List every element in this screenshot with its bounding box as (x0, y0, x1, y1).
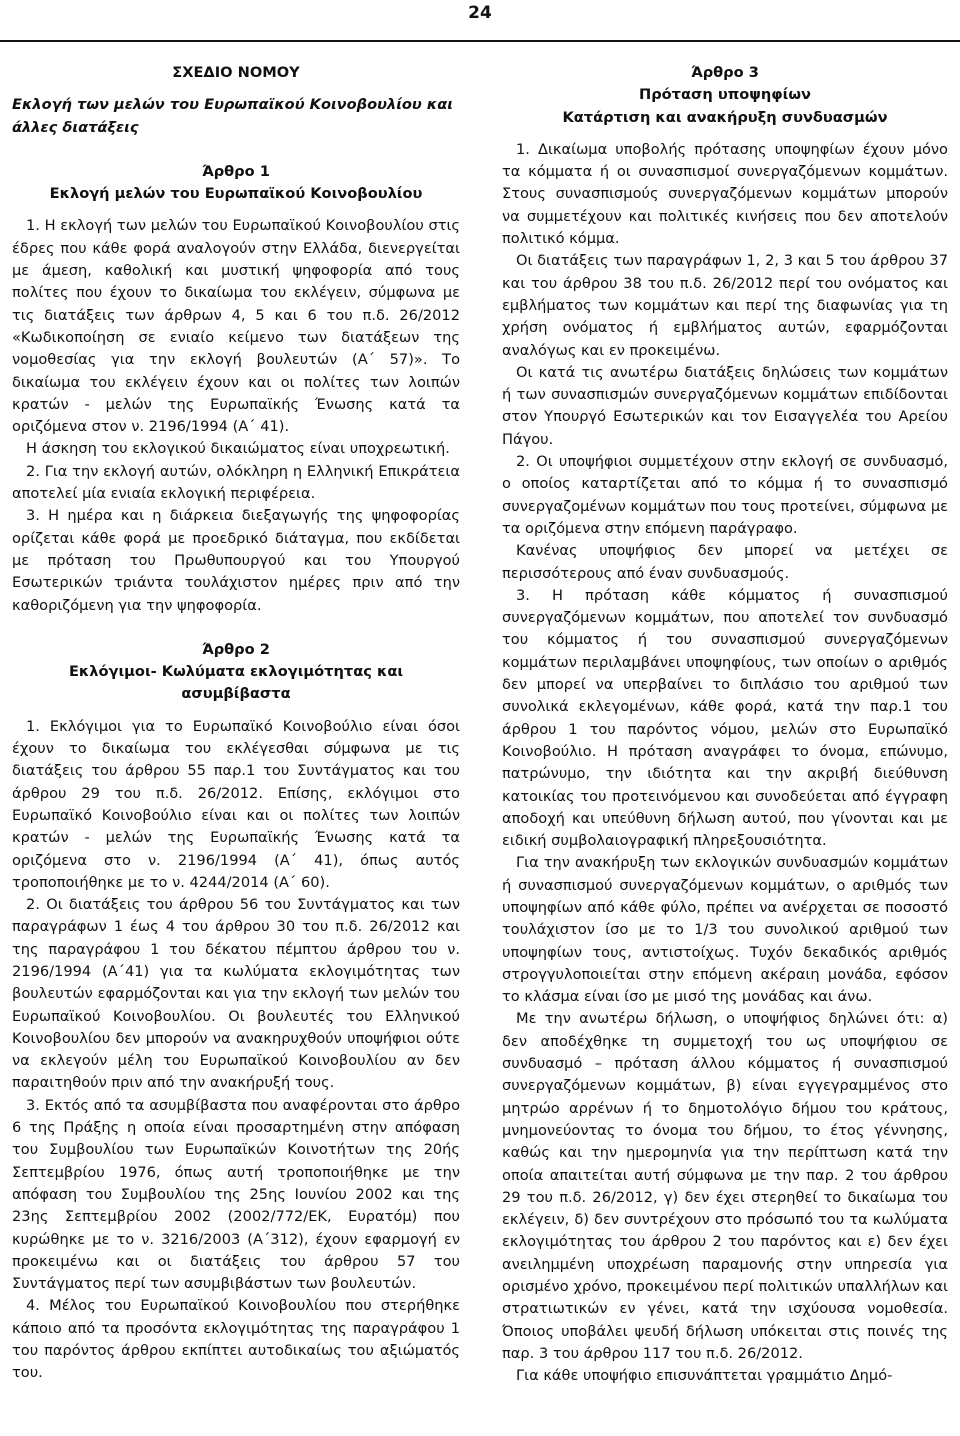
article-3-title: Πρόταση υποψηφίων (639, 86, 811, 104)
right-column (502, 52, 948, 1388)
article-2-heading: Άρθρο 2 (202, 640, 270, 658)
header-rule (0, 40, 960, 42)
article-3-paragraph: 3. Η πρόταση κάθε κόμματος ή συνασπισμού συνεργαζόμενων κομμάτων, που αποτελεί τον συνδυασμό του κόμματος ή του συνασπισμού συνεργαζόμενων κομμάτων περιλαμβάνει υποψηφίους, των οποίων ο αριθμός δεν μπορεί να υπερβαίνει το διπλάσιο του αριθμού των συνολικά εκλεγομένων, κάθε φορά, κατά την παρ.1 του άρθρου 1 του παρόντος νόμου, μελών στο Ευρωπαϊκό Κοινοβούλιο. Η πρόταση αναγράφει το όνομα, επώνυμο, πατρώνυμο, την ιδιότητα και την ακριβή διεύθυνση κατοικίας του προτεινόμενου και συνοδεύεται από έγγραφη αποδοχή και υπεύθυνη δήλωση αυτού, που γίνονται και με ειδική συμβολαιογραφική πληρεξουσιότητα. (502, 586, 948, 850)
article-3-paragraph: Με την ανωτέρω δήλωση, ο υποψήφιος δηλώνει ότι: α) δεν αποδέχθηκε τη συμμετοχή του ως υποψήφιου σε συνδυασμό – πρόταση άλλου κόμματος ή συνασπισμού συνεργαζόμενων κομμάτων, β) είναι εγγεγραμμένος στο μητρώο αρρένων ή το δημοτολόγιο δήμου του κράτους, μνημονεύοντας το όνομα του δήμου, το έτος γέννησης, καθώς και την ημερομηνία για την περίπτωση κατά την οποία απαιτείται αυτή σύμφωνα με την παρ. 2 του άρθρου 29 του π.δ. 26/2012, γ) δεν έχει στερηθεί το δικαίωμα του εκλέγειν, δ) δεν συντρέχουν στο πρόσωπό του τα κωλύματα εκλογιμότητας του άρθρου 2 του παρόντος και ε) δεν έχει ανειλημμένη υποχρέωση παραμονής στην υπηρεσία για ορισμένο χρόνο, προκειμένου περί πολιτικών υπαλλήλων και στρατιωτικών εν γένει, κατά την ισχύουσα νομοθεσία. Όποιος υποβάλει ψευδή δήλωση υπόκειται στις ποινές της παρ. 3 του άρθρου 117 του π.δ. 26/2012. (502, 1010, 948, 1362)
article-3-heading: Άρθρο 3 (691, 64, 759, 81)
article-3-paragraph: Για κάθε υποψήφιο επισυνάπτεται γραμμάτιο Δημό- (516, 1367, 893, 1385)
article-1-paragraph: Η άσκηση του εκλογικού δικαιώματος είναι υποχρεωτική. (26, 440, 450, 458)
article-3-subtitle: Κατάρτιση και ανακήρυξη συνδυασμών (562, 108, 888, 126)
article-1-heading: Άρθρο 1 (202, 162, 270, 180)
article-3-paragraph: Οι διατάξεις των παραγράφων 1, 2, 3 και 5 του άρθρου 37 και του άρθρου 38 του π.δ. 26/2012 περί του ονόματος και εμβλήματος των κομμάτων και περί της διαφωνίας για τη χρήση ονόματος ή εμβλήματος αυτών, εφαρμόζονται αναλόγως και εν προκειμένω. (502, 252, 948, 359)
article-1-title: Εκλογή μελών του Ευρωπαϊκού Κοινοβουλίου (49, 185, 423, 203)
article-1-paragraph: 1. Η εκλογή των μελών του Ευρωπαϊκού Κοινοβουλίου στις έδρες που κάθε φορά αναλογούν στην Ελλάδα, διενεργείται με άμεση, καθολική και μυστική ψηφοφορία από τους πολίτες που έχουν το δικαίωμα του εκλέγειν, σύμφωνα με τις διατάξεις των άρθρων 4, 5 και 6 του π.δ. 26/2012 «Κωδικοποίηση σε ενιαίο κείμενο των διατάξεων της νομοθεσίας για την εκλογή βουλευτών (Α΄ 57)». Το δικαίωμα του εκλέγειν έχουν και οι πολίτες των λοιπών κρατών - μελών της Ευρωπαϊκής Ένωσης κατά τα οριζόμενα στον ν. 2196/1994 (Α΄ 41). (12, 217, 460, 436)
article-3-paragraph: 2. Οι υποψήφιοι συμμετέχουν στην εκλογή σε συνδυασμό, ο οποίος καταρτίζεται από το κόμμα ή το συνασπισμό συνεργαζομένων κομμάτων που τους προτείνει, σύμφωνα με τα οριζόμενα στην επόμενη παράγραφο. (502, 453, 948, 537)
article-1-paragraph: 2. Για την εκλογή αυτών, ολόκληρη η Ελληνική Επικράτεια αποτελεί μία ενιαία εκλογική περιφέρεια. (12, 462, 460, 503)
article-3-paragraph: Οι κατά τις ανωτέρω διατάξεις δηλώσεις των κομμάτων ή των συνασπισμών συνεργαζόμενων κομμάτων επιδίδονται στον Υπουργό Εσωτερικών και τον Εισαγγελέα του Αρείου Πάγου. (502, 363, 948, 448)
article-2-paragraph: 1. Εκλόγιμοι για το Ευρωπαϊκό Κοινοβούλιο είναι όσοι έχουν το δικαίωμα του εκλέγεσθαι σύμφωνα με τις διατάξεις του άρθρου 55 παρ.1 του Συντάγματος και του άρθρου 29 του π.δ. 26/2012. Επίσης, εκλόγιμοι στο Ευρωπαϊκό Κοινοβούλιο είναι και οι πολίτες των λοιπών κρατών - μελών της Ευρωπαϊκής Ένωσης κατά τα οριζόμενα στο ν. 2196/1994 (Α΄ 41), όπως αυτός τροποποιήθηκε με το ν. 4244/2014 (Α΄ 60). (12, 717, 460, 891)
article-2-title: Εκλόγιμοι- Κωλύματα εκλογιμότητας και ασυμβίβαστα (68, 663, 404, 703)
page-number: 24 (468, 3, 492, 23)
article-3-paragraph: Κανένας υποψήφιος δεν μπορεί να μετέχει σε περισσότερους από έναν συνδυασμούς. (502, 542, 948, 582)
article-3-paragraph: Για την ανακήρυξη των εκλογικών συνδυασμών κομμάτων ή συνασπισμού συνεργαζόμενων κομμάτων, ο αριθμός των υποψηφίων από κάθε φύλο, πρέπει να ανέρχεται σε ποσοστό τουλάχιστον ίσο με το 1/3 του συνολικού αριθμού των υποψηφίων τους, αντιστοίχως. Τυχόν δεκαδικός αριθμός στρογγυλοποιείται στην επόμενη ακέραιη μονάδα, εφόσον το κλάσμα είναι ίσο με μισό της μονάδας και άνω. (502, 854, 948, 1006)
bill-title: ΣΧΕΔΙΟ ΝΟΜΟΥ (172, 64, 300, 81)
article-3-paragraph: 1. Δικαίωμα υποβολής πρότασης υποψηφίων έχουν μόνο τα κόμματα ή οι συνασπισμοί συνεργαζόμενων κομμάτων. Στους συνασπισμούς συνεργαζόμενων κομμάτων μπορούν να συμμετέχουν και πολιτικές κινήσεις που δεν αποτελούν πολιτικό κόμμα. (502, 140, 948, 248)
left-column (12, 52, 460, 1385)
bill-subtitle: Εκλογή των μελών του Ευρωπαϊκού Κοινοβουλίου και άλλες διατάξεις (12, 96, 453, 136)
article-1-paragraph: 3. Η ημέρα και η διάρκεια διεξαγωγής της ψηφοφορίας ορίζεται κάθε φορά με προεδρικό διάταγμα, που εκδίδεται με πρόταση του Πρωθυπουργού και του Υπουργού Εσωτερικών τριάντα τουλάχιστον ημέρες πριν από την καθοριζόμενη για την ψηφοφορία. (12, 507, 460, 614)
article-2-paragraph: 4. Μέλος του Ευρωπαϊκού Κοινοβουλίου που στερήθηκε κάποιο από τα προσόντα εκλογιμότητας της παραγράφου 1 του παρόντος άρθρου εκπίπτει αυτοδικαίως του αξιώματός του. (12, 1297, 460, 1382)
article-2-paragraph: 2. Οι διατάξεις του άρθρου 56 του Συντάγματος και των παραγράφων 1 έως 4 του άρθρου 30 του π.δ. 26/2012 και της παραγράφου 1 του δέκατου πέμπτου άρθρου του ν. 2196/1994 (Α΄41) για τα κωλύματα εκλογιμότητας των βουλευτών εφαρμόζονται και για την εκλογή των μελών του Ευρωπαϊκού Κοινοβουλίου. Οι βουλευτές του Ελληνικού Κοινοβουλίου δεν μπορούν να ανακηρυχθούν υποψήφιοι ούτε να εκλεγούν μέλη του Ευρωπαϊκού Κοινοβουλίου αν δεν παραιτηθούν πριν από την ανακήρυξή τους. (12, 896, 460, 1092)
article-2-paragraph: 3. Εκτός από τα ασυμβίβαστα που αναφέρονται στο άρθρο 6 της Πράξης η οποία είναι προσαρτημένη στην απόφαση του Συμβουλίου των Ευρωπαϊκών Κοινοτήτων της 20ής Σεπτεμβρίου 1976, όπως αυτή τροποποιήθηκε με την απόφαση του Συμβουλίου της 25ης Ιουνίου 2002 και της 23ης Σεπτεμβρίου 2002 (2002/772/ΕΚ, Ευρατόμ) που κυρώθηκε με το ν. 3216/2003 (Α΄312), έχουν εφαρμογή εν προκειμένω και οι διατάξεις του άρθρου 57 του Συντάγματος περί των ασυμβιβάστων των βουλευτών. (12, 1096, 460, 1293)
